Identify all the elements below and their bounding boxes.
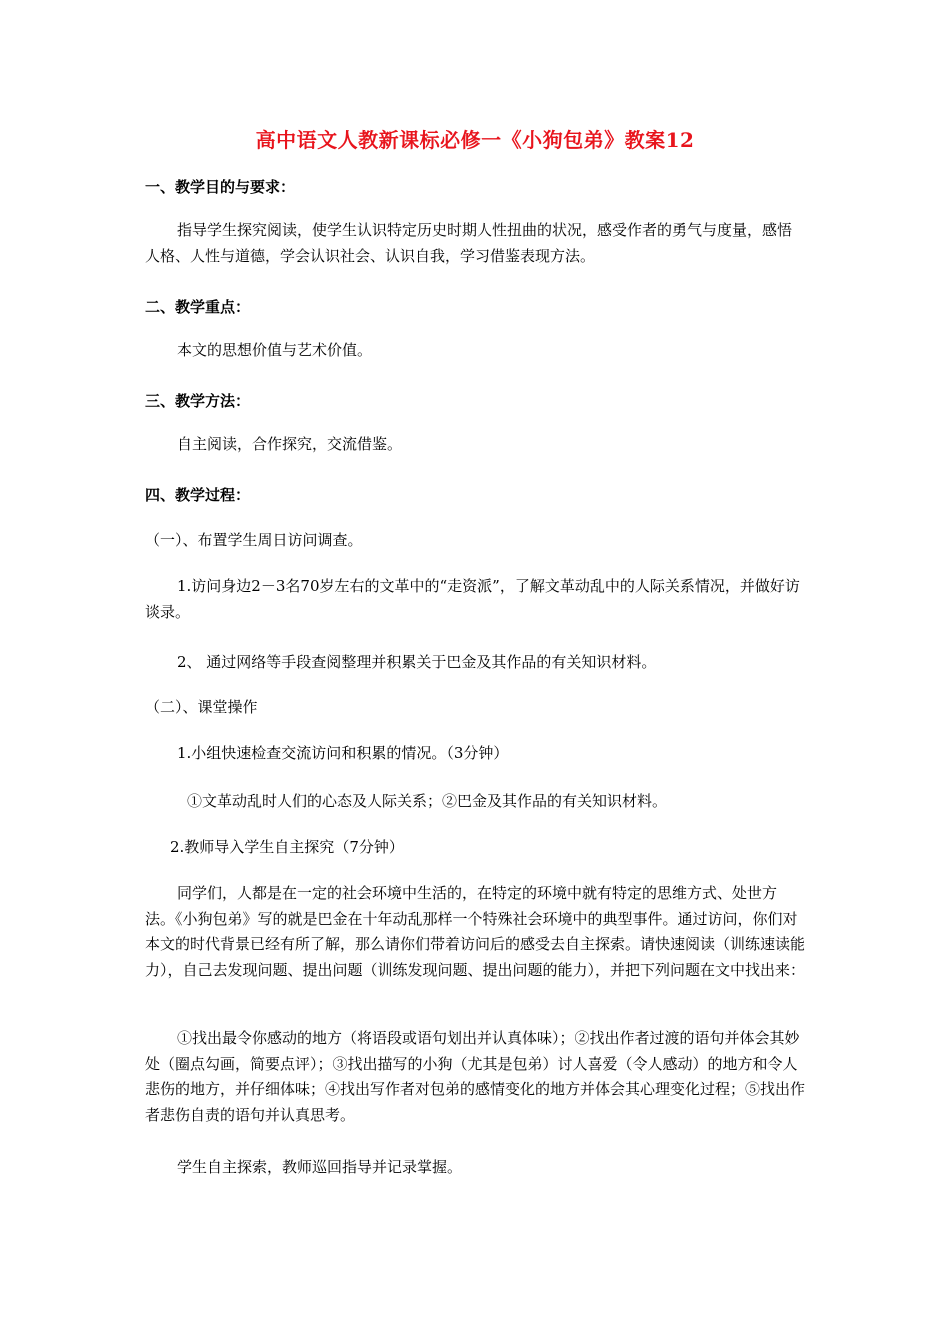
section-heading-objectives: 一、教学目的与要求： — [145, 178, 296, 196]
class-step-1: 1.小组快速检查交流访问和积累的情况。（3分钟） — [177, 744, 509, 762]
teacher-intro-paragraph: 同学们，人都是在一定的社会环境中生活的，在特定的环境中就有特定的思维方式、处世方法。《小狗包弟》写的就是巴金在十年动乱那样一个特殊社会环境中的典型事件。通过访问，你们对本文的时代背景已经有所了解，那么请你们带着访问后的感受去自主探索。请快速阅读（训练速读能力），自己去发现问题、提出问题（训练发现问题、提出问题的能力），并把下列问题在文中找出来： — [145, 884, 806, 979]
process-part2-title: （二）、课堂操作 — [145, 698, 258, 716]
section-heading-methods: 三、教学方法： — [145, 392, 251, 410]
section-heading-key-points: 二、教学重点： — [145, 298, 251, 316]
page-title: 高中语文人教新课标必修一《小狗包弟》教案12 — [255, 128, 695, 152]
task-list-paragraph: ①找出最令你感动的地方（将语段或语句划出并认真体味）；②找出作者过渡的语句并体会其妙处（圈点勾画，简要点评）；③找出描写的小狗（尤其是包弟）讨人喜爱（令人感动）的地方和令人悲伤的地方，并仔细体味；④找出写作者对包弟的感情变化的地方并体会其心理变化过程；⑤找出作者悲伤自责的语句并认真思考。 — [145, 1029, 806, 1124]
section-heading-process: 四、教学过程： — [145, 486, 251, 504]
student-explore-paragraph: 学生自主探索，教师巡回指导并记录掌握。 — [177, 1158, 463, 1176]
objectives-paragraph: 指导学生探究阅读，使学生认识特定历史时期人性扭曲的状况，感受作者的勇气与度量，感悟人格、人性与道德，学会认识社会、认识自我，学习借鉴表现方法。 — [145, 221, 793, 265]
class-step-1-detail: ①文革动乱时人们的心态及人际关系；②巴金及其作品的有关知识材料。 — [187, 792, 668, 810]
process-item-1: 1.访问身边2－3名70岁左右的文革中的“走资派”，了解文革动乱中的人际关系情况，并做好访谈录。 — [145, 577, 800, 621]
class-step-2: 2.教师导入学生自主探究（7分钟） — [170, 838, 404, 856]
methods-paragraph: 自主阅读，合作探究，交流借鉴。 — [177, 435, 403, 453]
process-part1-title: （一）、布置学生周日访问调查。 — [145, 531, 363, 549]
key-points-paragraph: 本文的思想价值与艺术价值。 — [177, 341, 373, 359]
process-item-2: 2、 通过网络等手段查阅整理并积累关于巴金及其作品的有关知识材料。 — [177, 653, 657, 671]
